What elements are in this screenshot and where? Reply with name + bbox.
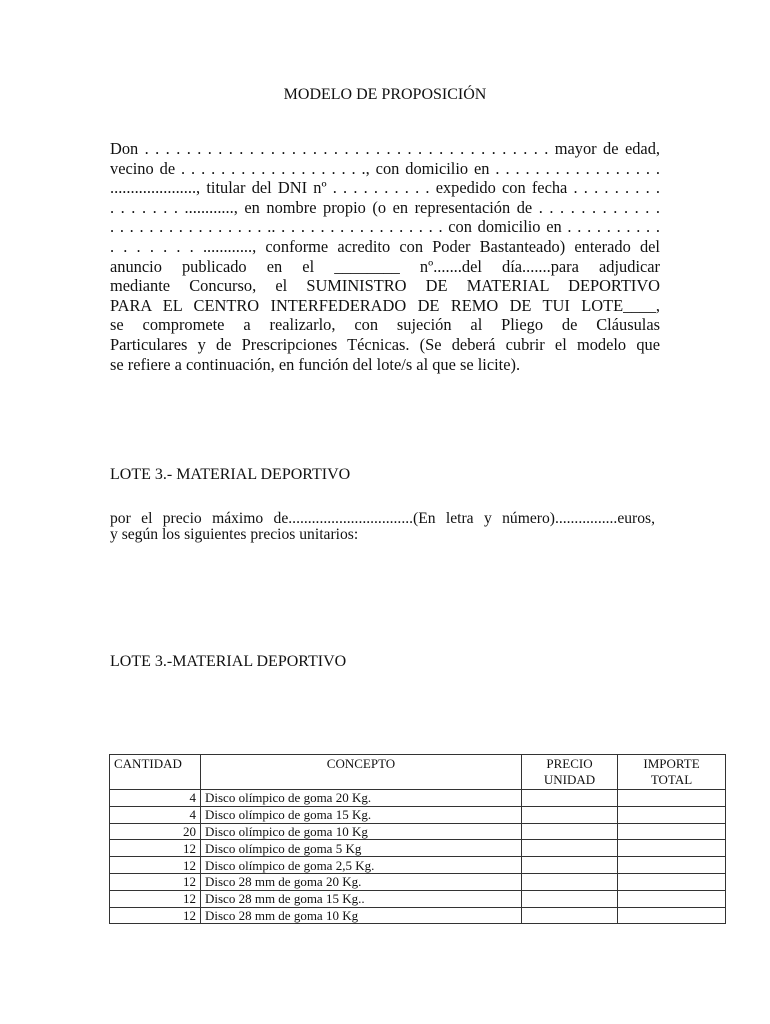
qty-cell: 20 xyxy=(110,823,201,840)
concept-cell: Disco 28 mm de goma 20 Kg. xyxy=(201,873,522,890)
table-row xyxy=(110,873,726,890)
paragraph-line: ....................., titular del DNI nº . . . . . . . . . . expedido con fecha . . . . . . . . . xyxy=(110,178,660,198)
total-cell xyxy=(618,840,726,857)
price-line: por el precio máximo de................................(En letra y número)................euros, xyxy=(110,510,655,527)
header-precio-unidad: PRECIO UNIDAD xyxy=(522,755,618,790)
table-row xyxy=(110,823,726,840)
total-cell xyxy=(618,790,726,807)
concept-cell: Disco 28 mm de goma 15 Kg.. xyxy=(201,890,522,907)
table-row xyxy=(110,840,726,857)
price-cell xyxy=(522,823,618,840)
lot-heading-2: LOTE 3.-MATERIAL DEPORTIVO xyxy=(110,653,347,670)
qty-cell: 12 xyxy=(110,857,201,874)
price-cell xyxy=(522,840,618,857)
header-concepto: CONCEPTO xyxy=(201,755,522,790)
concept-cell: Disco 28 mm de goma 10 Kg xyxy=(201,907,522,924)
price-paragraph xyxy=(110,511,655,543)
concept-cell: Disco olímpico de goma 5 Kg xyxy=(201,840,522,857)
total-cell xyxy=(618,890,726,907)
table-row xyxy=(110,907,726,924)
price-cell xyxy=(522,890,618,907)
qty-cell: 12 xyxy=(110,840,201,857)
price-line: y según los siguientes precios unitarios: xyxy=(110,526,359,543)
concept-cell: Disco olímpico de goma 20 Kg. xyxy=(201,790,522,807)
table-row xyxy=(110,890,726,907)
paragraph-line: PARA EL CENTRO INTERFEDERADO DE REMO DE TUI LOTE____, xyxy=(110,295,660,315)
table-row xyxy=(110,806,726,823)
qty-cell: 12 xyxy=(110,907,201,924)
proposal-paragraph xyxy=(110,139,660,374)
header-cantidad: CANTIDAD xyxy=(110,755,201,790)
paragraph-line: . . . . . . . . . . . . . . . . .. . . . . . . . . . . . . . . . . . con domicilio en . . . . . . . . . . xyxy=(110,217,660,237)
price-cell xyxy=(522,857,618,874)
paragraph-line: vecino de . . . . . . . . . . . . . . . . . . ., con domicilio en . . . . . . . . . . . . . . . . . xyxy=(110,158,660,178)
paragraph-line: mediante Concurso, el SUMINISTRO DE MATERIAL DEPORTIVO xyxy=(110,276,660,296)
price-cell xyxy=(522,806,618,823)
paragraph-line: se compromete a realizarlo, con sujeción al Pliego de Cláusulas xyxy=(110,315,660,335)
lot-heading-1: LOTE 3.- MATERIAL DEPORTIVO xyxy=(110,466,351,483)
price-cell xyxy=(522,873,618,890)
materials-table xyxy=(109,754,726,924)
paragraph-line: Particulares y de Prescripciones Técnicas. (Se deberá cubrir el modelo que xyxy=(110,334,660,354)
paragraph-line: . . . . . . . ............, en nombre propio (o en representación de . . . . . . . . . . . . xyxy=(110,197,660,217)
table-row xyxy=(110,790,726,807)
concept-cell: Disco olímpico de goma 2,5 Kg. xyxy=(201,857,522,874)
price-cell xyxy=(522,790,618,807)
concept-cell: Disco olímpico de goma 10 Kg xyxy=(201,823,522,840)
total-cell xyxy=(618,823,726,840)
price-cell xyxy=(522,907,618,924)
paragraph-line: Don . . . . . . . . . . . . . . . . . . . . . . . . . . . . . . . . . . . . . . . mayor de edad, xyxy=(110,139,660,158)
header-importe-total: IMPORTE TOTAL xyxy=(618,755,726,790)
qty-cell: 4 xyxy=(110,806,201,823)
total-cell xyxy=(618,873,726,890)
table-row xyxy=(110,857,726,874)
paragraph-line: . . . . . . . ............, conforme acredito con Poder Bastanteado) enterado del xyxy=(110,236,660,256)
total-cell xyxy=(618,907,726,924)
concept-cell: Disco olímpico de goma 15 Kg. xyxy=(201,806,522,823)
paragraph-line: anuncio publicado en el ________ nº.......del día.......para adjudicar xyxy=(110,256,660,276)
paragraph-line: se refiere a continuación, en función del lote/s al que se licite). xyxy=(110,354,521,374)
qty-cell: 12 xyxy=(110,890,201,907)
table-header-row xyxy=(110,755,726,790)
total-cell xyxy=(618,806,726,823)
qty-cell: 4 xyxy=(110,790,201,807)
total-cell xyxy=(618,857,726,874)
qty-cell: 12 xyxy=(110,873,201,890)
document-title: MODELO DE PROPOSICIÓN xyxy=(283,86,487,103)
